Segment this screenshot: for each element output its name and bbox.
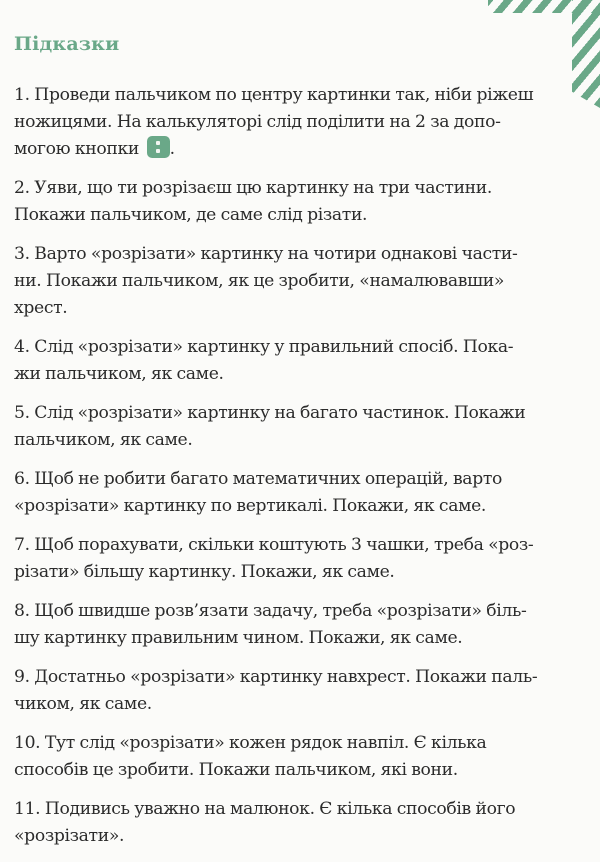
hint-line: 8. Щоб швидше розв’язати задачу, треба «розрізати» біль- — [14, 601, 527, 621]
hint-line: «розрізати» картинку по вертикалі. Покажи, як саме. — [14, 496, 487, 516]
hint-line: 4. Слід «розрізати» картинку у правильний спосіб. Пока- — [14, 337, 514, 357]
hint-6 — [14, 466, 574, 520]
hint-line: різати» більшу картинку. Покажи, як саме. — [14, 562, 395, 582]
hint-line: ножицями. На калькуляторі слід поділити на 2 за допо- — [14, 112, 501, 132]
hint-line: жи пальчиком, як саме. — [14, 364, 224, 384]
hint-line: чиком, як саме. — [14, 694, 152, 714]
hint-line: 11. Подивись уважно на малюнок. Є кілька способів його — [14, 799, 516, 819]
hint-line: пальчиком, як саме. — [14, 430, 193, 450]
hint-9 — [14, 664, 574, 718]
hint-5 — [14, 400, 574, 454]
hint-line: 1. Проведи пальчиком по центру картинки так, ніби ріжеш — [14, 85, 534, 105]
hint-line: хрест. — [14, 298, 68, 318]
divide-button-icon — [147, 136, 170, 158]
hints-list — [14, 82, 574, 862]
hint-punctuation: . — [169, 139, 175, 159]
hint-8 — [14, 598, 574, 652]
hint-line: шу картинку правильним чином. Покажи, як саме. — [14, 628, 463, 648]
hint-line: 10. Тут слід «розрізати» кожен рядок навпіл. Є кілька — [14, 733, 487, 753]
hint-10 — [14, 730, 574, 784]
hint-line: ни. Покажи пальчиком, як це зробити, «намалювавши» — [14, 271, 504, 291]
hint-2 — [14, 175, 574, 229]
hint-4 — [14, 334, 574, 388]
hint-11 — [14, 796, 574, 850]
hint-line — [14, 136, 574, 163]
hint-line: способів це зробити. Покажи пальчиком, які вони. — [14, 760, 458, 780]
hint-7 — [14, 532, 574, 586]
hint-line: 6. Щоб не робити багато математичних операцій, варто — [14, 469, 503, 489]
page-title: Підказки — [14, 33, 120, 55]
hint-3 — [14, 241, 574, 322]
hint-1 — [14, 82, 574, 163]
stripe-decoration-right — [572, 0, 600, 108]
hint-line: 5. Слід «розрізати» картинку на багато частинок. Покажи — [14, 403, 526, 423]
hint-line: 9. Достатньо «розрізати» картинку навхрест. Покажи паль- — [14, 667, 538, 687]
hint-line: 7. Щоб порахувати, скільки коштують 3 чашки, треба «роз- — [14, 535, 534, 555]
hint-line: Покажи пальчиком, де саме слід різати. — [14, 205, 368, 225]
hint-text: могою кнопки — [14, 139, 139, 159]
hint-line: 2. Уяви, що ти розрізаєш цю картинку на три частини. — [14, 178, 492, 198]
hint-line: «розрізати». — [14, 826, 125, 846]
hint-line: 3. Варто «розрізати» картинку на чотири однакові части- — [14, 244, 518, 264]
